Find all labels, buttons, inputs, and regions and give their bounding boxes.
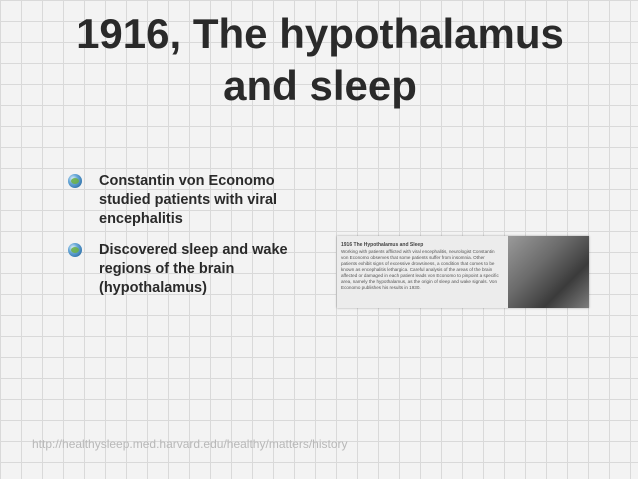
bullet-item <box>68 241 318 298</box>
bullet-text: Discovered sleep and wake regions of the brain (hypothalamus) <box>99 242 288 296</box>
title-line-2: and sleep <box>223 62 417 109</box>
von-economo-photo <box>508 236 589 308</box>
figure-heading: 1916 The Hypothalamus and Sleep <box>341 242 424 248</box>
bullet-text: Constantin von Economo studied patients with viral encephalitis <box>99 173 278 227</box>
globe-icon <box>68 174 82 188</box>
slide-title <box>20 8 620 112</box>
figure-body: Working with patients afflicted with viral encephalitis, neurologist Constantin von Economo observes that some patients suffer from insomnia. Other patients exhibit signs of excessive drowsiness, a condition that comes to be known as encephalitis lethargica. Careful analysis of the areas of the brain affected or damaged in each patient leads von Economo to pinpoint a specific area, namely the hypothalamus, as the origin of sleep and wake signals. Von Economo publishes his results in 1930. <box>341 249 499 290</box>
bullet-list <box>68 172 318 310</box>
globe-icon <box>68 243 82 257</box>
bullet-item <box>68 172 318 229</box>
figure-text <box>341 242 501 291</box>
history-figure <box>337 236 589 308</box>
source-caption: http://healthysleep.med.harvard.edu/healthy/matters/history <box>32 437 348 451</box>
title-line-1: 1916, The hypothalamus <box>76 10 564 57</box>
